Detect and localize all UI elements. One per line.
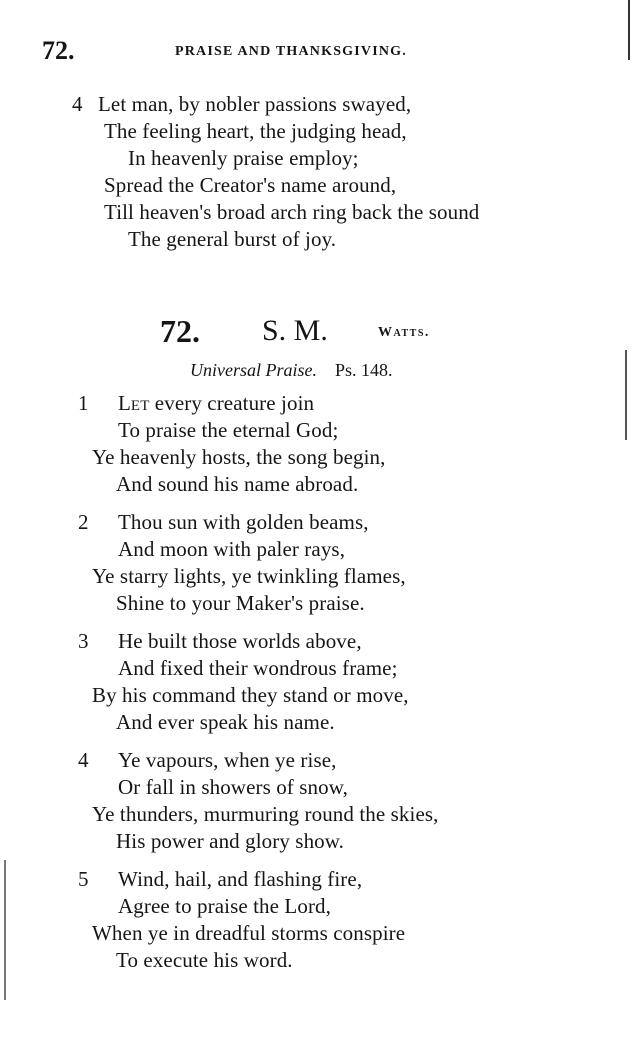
verse-line: Ye starry lights, ye twinkling flames, <box>92 564 406 588</box>
verse-line: To praise the eternal God; <box>118 418 339 442</box>
verse-line: Till heaven's broad arch ring back the sound <box>104 200 480 224</box>
verse-line: The feeling heart, the judging head, <box>104 119 407 143</box>
verse-line-rest: every creature join <box>149 391 315 415</box>
verse-line: Wind, hail, and flashing fire, <box>118 867 363 891</box>
page-edge-line <box>4 860 6 1000</box>
stanza-number: 3 <box>78 629 89 653</box>
running-head <box>0 36 640 66</box>
psalm-reference: Ps. 148. <box>335 360 393 380</box>
stanza-number: 4 <box>78 748 89 772</box>
verse-line: Let man, by nobler passions swayed, <box>98 92 412 116</box>
hymn-author: Watts. <box>378 325 430 340</box>
verse-line: And moon with paler rays, <box>118 537 346 561</box>
page-edge-line <box>625 350 627 440</box>
verse-line: He built those worlds above, <box>118 629 362 653</box>
page-number: 72. <box>42 36 75 65</box>
stanza-number: 2 <box>78 510 89 534</box>
stanza-number: 4 <box>72 92 83 116</box>
verse-line: And sound his name abroad. <box>116 472 359 496</box>
stanza-number: 1 <box>78 391 89 415</box>
hymn-subtitle: Universal Praise. <box>190 360 317 380</box>
verse-line: Or fall in showers of snow, <box>118 775 348 799</box>
verse-line: Agree to praise the Lord, <box>118 894 332 918</box>
running-title: PRAISE AND THANKSGIVING. <box>175 44 407 59</box>
hymn-number: 72. <box>160 313 200 349</box>
verse-line: Ye thunders, murmuring round the skies, <box>92 802 439 826</box>
verse-line: Ye vapours, when ye rise, <box>118 748 337 772</box>
initial-word: Let <box>118 391 150 415</box>
verse-line: And ever speak his name. <box>116 710 335 734</box>
verse-line: To execute his word. <box>116 948 293 972</box>
verse-line: When ye in dreadful storms conspire <box>92 921 406 945</box>
verse-line: Thou sun with golden beams, <box>118 510 369 534</box>
verse-line: His power and glory show. <box>116 829 345 853</box>
verse-line: The general burst of joy. <box>128 227 337 251</box>
verse-line <box>118 390 314 416</box>
stanza-number: 5 <box>78 867 89 891</box>
verse-line: By his command they stand or move, <box>92 683 409 707</box>
verse-line: In heavenly praise employ; <box>128 146 359 170</box>
verse-line: Ye heavenly hosts, the song begin, <box>92 445 386 469</box>
verse-line: Spread the Creator's name around, <box>104 173 397 197</box>
hymn-meter: S. M. <box>262 314 328 347</box>
verse-line: And fixed their wondrous frame; <box>118 656 398 680</box>
verse-line: Shine to your Maker's praise. <box>116 591 365 615</box>
